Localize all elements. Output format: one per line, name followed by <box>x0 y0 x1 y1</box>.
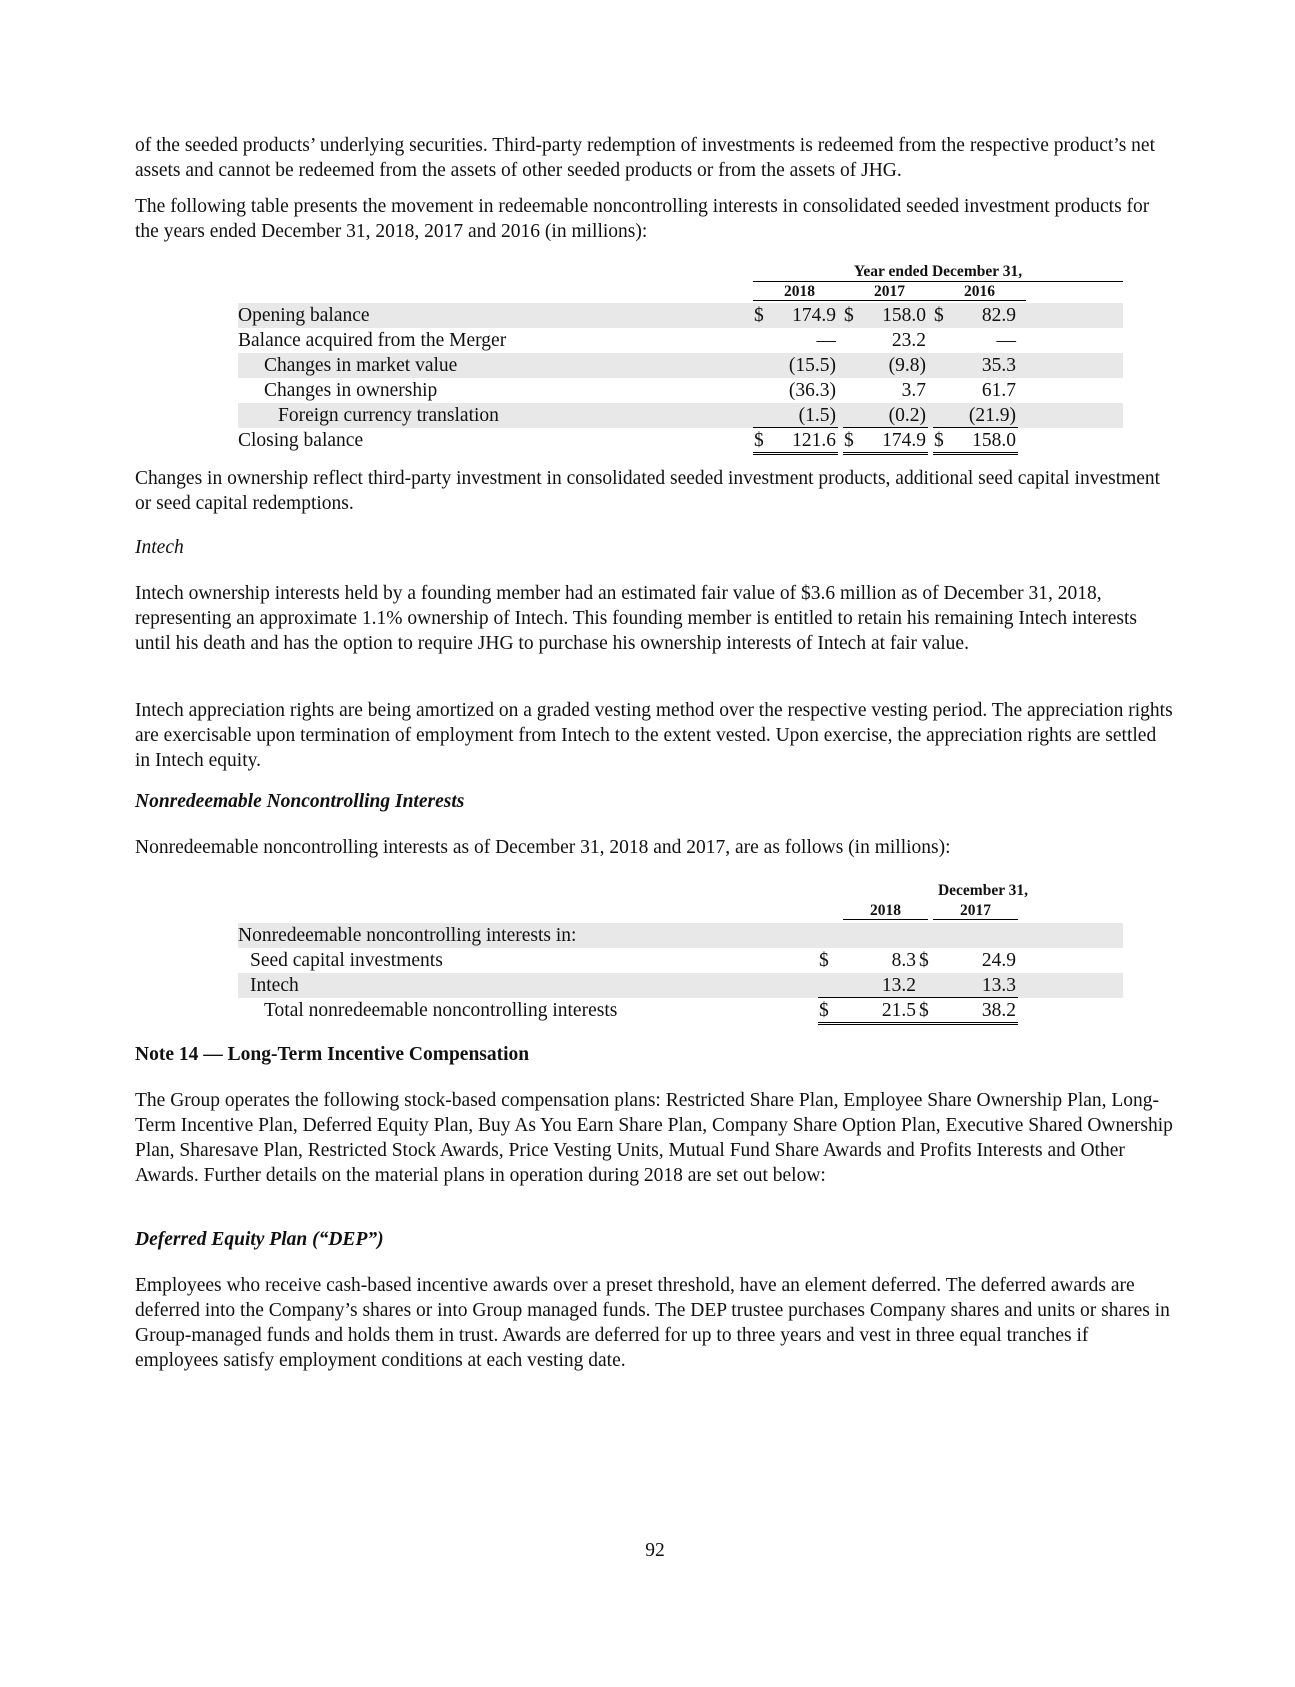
paragraph-compensation-plans: The Group operates the following stock-based compensation plans: Restricted Share Plan, Employee Share Ownership Plan, Long-Term Incentive Plan, Deferred Equity Plan, Buy As You Earn Share Plan, Company Share Option Plan, Executive Shared Ownership Plan, Sharesave Plan, Restricted Stock Awards, Price Vesting Units, Mutual Fund Share Awards and Profits Interests and Other Awards. Further details on the material plans in operation during 2018 are set out below: <box>135 1090 1173 1186</box>
table-row: Foreign currency translation (1.5) (0.2) (21.9) <box>238 403 1123 428</box>
row-label: Seed capital investments <box>250 950 443 971</box>
page-number: 92 <box>645 1540 665 1561</box>
table1-col-2017: 2017 <box>843 283 936 301</box>
paragraph-table1-intro: The following table presents the movement in redeemable noncontrolling interests in consolidated seeded investment products for the years ended December 31, 2018, 2017 and 2016 (in millions): <box>135 196 1150 242</box>
table-row: Closing balance $ 121.6 $ 174.9 $ 158.0 <box>238 428 1123 453</box>
table-row: Total nonredeemable noncontrolling interests $ 21.5 $ 38.2 <box>238 998 1123 1023</box>
nonredeemable-heading: Nonredeemable Noncontrolling Interests <box>135 791 465 812</box>
dep-heading: Deferred Equity Plan (“DEP”) <box>135 1229 384 1250</box>
row-label: Balance acquired from the Merger <box>238 330 507 351</box>
paragraph-dep: Employees who receive cash-based incentive awards over a preset threshold, have an element deferred. The deferred awards are deferred into the Company’s shares or into Group managed funds. The DEP trustee purchases Company shares and units or shares in Group-managed funds and holds them in trust. Awards are deferred for up to three years and vest in three equal tranches if employees satisfy employment conditions at each vesting date. <box>135 1275 1170 1371</box>
table2-header: December 31, <box>937 882 1029 899</box>
row-label: Closing balance <box>238 430 364 451</box>
table1-header: Year ended December 31, <box>753 263 1123 282</box>
intech-heading: Intech <box>135 537 184 558</box>
table-row: Changes in ownership (36.3) 3.7 61.7 <box>264 380 1016 401</box>
row-label: Opening balance <box>238 305 370 326</box>
table2-col-2018: 2018 <box>843 902 928 920</box>
paragraph-intech-ownership: Intech ownership interests held by a founding member had an estimated fair value of $3.6 million as of December 31, 2018, representing an approximate 1.1% ownership of Intech. This founding member is entitled to retain his remaining Intech interests until his death and has the option to require JHG to purchase his ownership interests of Intech at fair value. <box>135 583 1137 654</box>
table-row: Opening balance $ 174.9 $ 158.0 $ 82.9 <box>238 303 1123 328</box>
paragraph-intech-appreciation: Intech appreciation rights are being amortized on a graded vesting method over the respective vesting period. The appreciation rights are exercisable upon termination of employment from Intech to the extent vested. Upon exercise, the appreciation rights are settled in Intech equity. <box>135 700 1173 771</box>
row-label: Foreign currency translation <box>278 405 499 426</box>
row-label: Intech <box>250 975 299 996</box>
row-label: Changes in ownership <box>264 380 438 401</box>
redeemable-nci-table <box>238 263 1123 451</box>
row-label: Total nonredeemable noncontrolling interests <box>264 1000 618 1021</box>
table-row: Intech 13.2 13.3 <box>238 973 1123 998</box>
table-row: Seed capital investments $ 8.3 $ 24.9 <box>250 950 1016 971</box>
nonredeemable-nci-table <box>238 882 1123 1022</box>
table1-col-2018: 2018 <box>753 283 846 301</box>
table-row: Changes in market value (15.5) (9.8) 35.3 <box>238 353 1123 378</box>
table1-col-2016: 2016 <box>933 283 1026 301</box>
paragraph-seeded-products: of the seeded products’ underlying securities. Third-party redemption of investments is redeemed from the respective product’s net assets and cannot be redeemed from the assets of other seeded products or from the assets of JHG. <box>135 135 1156 181</box>
table-row <box>238 923 1123 948</box>
row-label: Changes in market value <box>264 355 458 376</box>
note14-heading: Note 14 — Long-Term Incentive Compensation <box>135 1044 530 1065</box>
paragraph-table2-intro: Nonredeemable noncontrolling interests as of December 31, 2018 and 2017, are as follows (in millions): <box>135 837 951 858</box>
table2-col-2017: 2017 <box>933 902 1018 920</box>
paragraph-ownership-changes: Changes in ownership reflect third-party investment in consolidated seeded investment products, additional seed capital investment or seed capital redemptions. <box>135 468 1161 514</box>
row-label: Nonredeemable noncontrolling interests in: <box>238 925 577 946</box>
table-row: Balance acquired from the Merger — 23.2 — <box>238 330 1016 351</box>
